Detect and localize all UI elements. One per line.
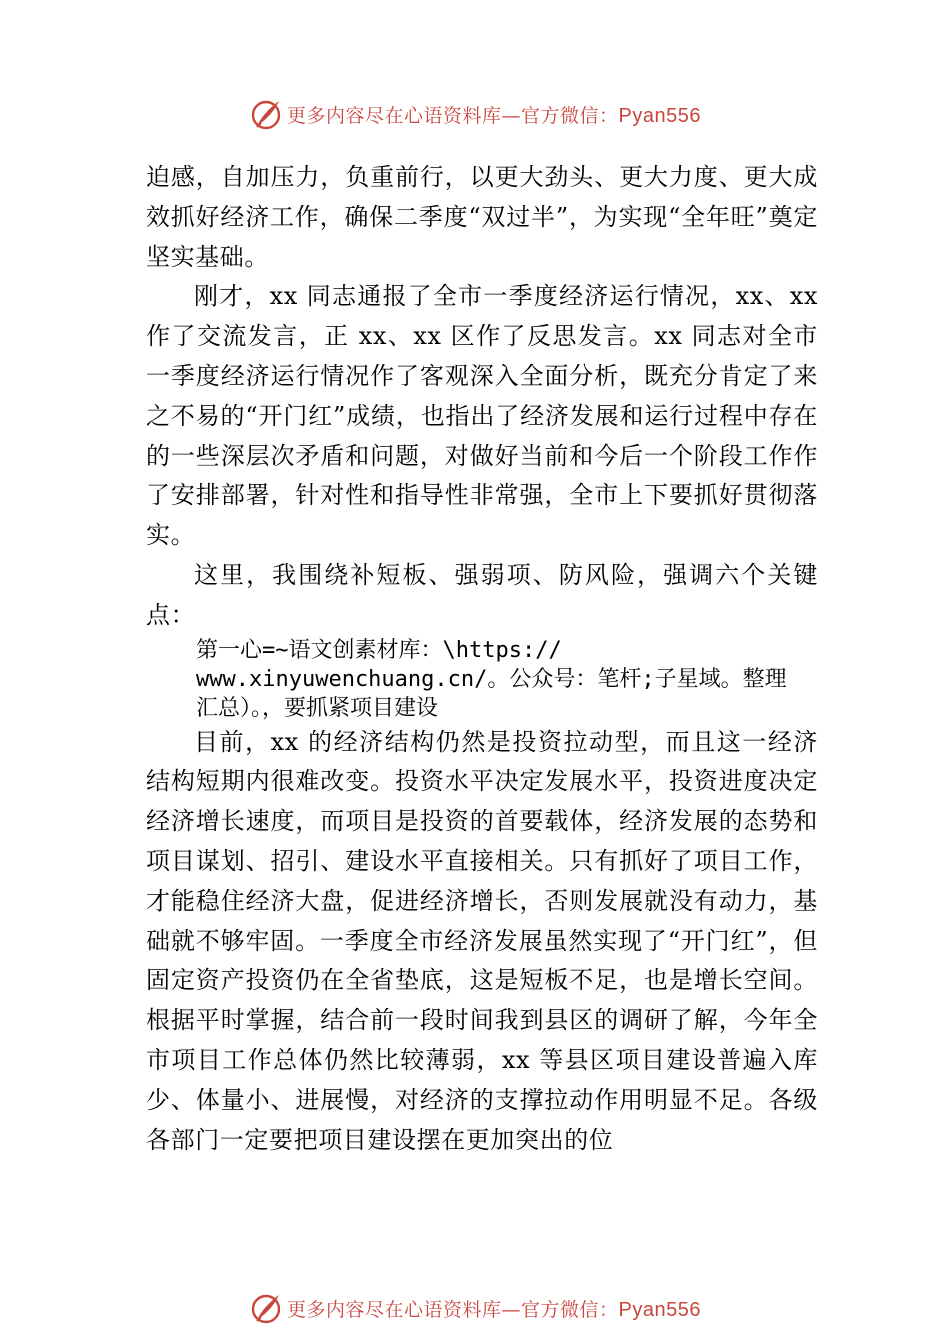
header-banner-text: 更多内容尽在心语资料库—官方微信：Pyan556 (287, 104, 701, 127)
header-banner-handle: Pyan556 (618, 104, 701, 127)
paragraph-investment-analysis: 目前，xx 的经济结构仍然是投资拉动型，而且这一经济结构短期内很难改变。投资水平决定发展水平，投资进度决定经济增长速度，而项目是投资的首要载体，经济发展的态势和项目谋划、招引、建设水平直接相关。只有抓好了项目工作，才能稳住经济大盘，促进经济增长，否则发展就没有动力，基础就不够牢固。一季度全市经济发展虽然实现了“开门红”，但固定资产投资仍在全省垫底，这是短板不足，也是增长空间。根据平时掌握，结合前一段时间我到县区的调研了解，今年全市项目工作总体仍然比较薄弱，xx 等县区项目建设普遍入库少、体量小、进展慢，对经济的支撑拉动作用明显不足。各级各部门一定要把项目建设摆在更加突出的位 (146, 727, 818, 1154)
heading-line: 汇总）。，要抓紧项目建设 (196, 695, 439, 721)
footer-banner-handle: Pyan556 (618, 1298, 701, 1321)
quill-logo-icon (249, 1291, 283, 1325)
footer-banner-text: 更多内容尽在心语资料库—官方微信：Pyan556 (287, 1298, 701, 1321)
section-heading-project-construction (146, 636, 818, 723)
paragraph-continuation: 迫感，自加压力，负重前行，以更大劲头、更大力度、更大成效抓好经济工作，确保二季度“双过半”，为实现“全年旺”奠定坚实基础。 (146, 163, 818, 271)
paragraph-meeting-summary: 刚才，xx 同志通报了全市一季度经济运行情况，xx、xx 作了交流发言，正 xx、xx 区作了反思发言。xx 同志对全市一季度经济运行情况作了客观深入全面分析，既充分肯定了来之不易的“开门红”成绩，也指出了经济发展和运行过程中存在的一些深层次矛盾和问题，对做好当前和今后一个阶段工作作了安排部署，针对性和指导性非常强，全市上下要抓好贯彻落实。 (146, 282, 818, 550)
footer-watermark-banner (0, 1288, 950, 1328)
quill-logo-icon (249, 97, 283, 131)
heading-line: 第一心=~语文创素材库：\https:// (196, 637, 562, 663)
document-body (146, 158, 818, 1160)
header-watermark-banner (0, 94, 950, 134)
heading-line: www.xinyuwenchuang.cn/。公众号：笔杆;子星域。整理 (196, 666, 787, 692)
paragraph-key-points-intro: 这里，我围绕补短板、强弱项、防风险，强调六个关键点： (146, 560, 818, 629)
